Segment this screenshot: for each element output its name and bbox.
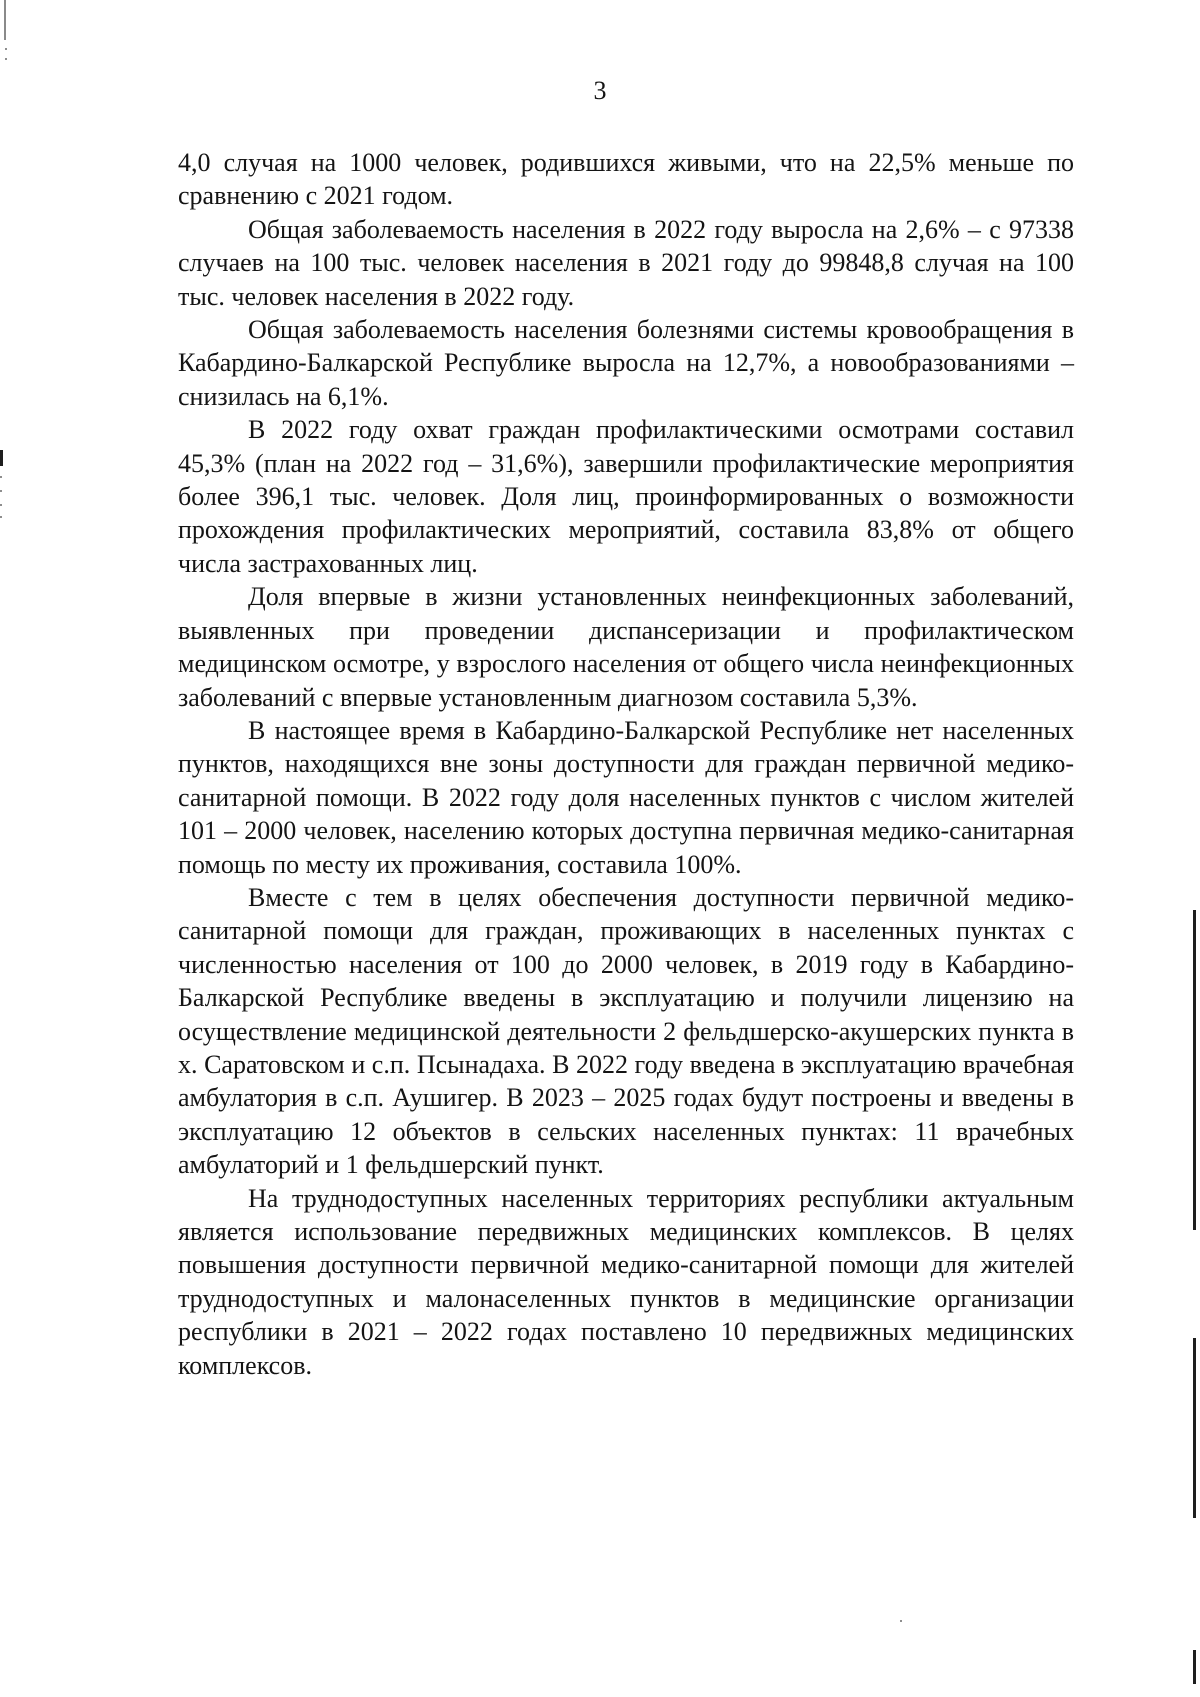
paragraph-6: В настоящее время в Кабардино-Балкарской Республике нет населенных пунктов, находящихся вне зоны доступности для граждан первичной медико-санитарной помощи. В 2022 году доля населенных пунктов с числом жителей 101 – 2000 человек, населению которых доступна первичная медико-санитарная помощь по месту их проживания, составила 100%. — [178, 715, 1074, 879]
paragraph-3: Общая заболеваемость населения болезнями системы кровообращения в Кабардино-Балкарской Республике выросла на 12,7%, а новообразованиями – снизилась на 6,1%. — [178, 315, 1074, 411]
scan-dot-left-3 — [0, 476, 2, 478]
paragraph-4: В 2022 году охват граждан профилактическими осмотрами составил 45,3% (план на 2022 год – 31,6%), завершили профилактические мероприятия более 396,1 тыс. человек. Доля лиц, проинформированных о возможности прохождения профилактических мероприятий, составила 83,8% от общего числа застрахованных лиц. — [178, 415, 1074, 578]
scan-edge-mark-right-2 — [1193, 1338, 1196, 1518]
document-body — [178, 146, 1074, 1382]
paragraph-2: Общая заболеваемость населения в 2022 году выросла на 2,6% – с 97338 случаев на 100 тыс. человек населения в 2021 году до 99848,8 случая на 100 тыс. человек населения в 2022 году. — [178, 214, 1074, 311]
scan-dot-left-6 — [0, 516, 2, 518]
scan-dot-left-5 — [0, 504, 2, 506]
scan-dot-left-4 — [0, 490, 2, 492]
scan-edge-mark-right-3 — [1193, 1650, 1196, 1684]
scan-dot-left-1 — [5, 48, 7, 50]
scan-edge-mark-right-1 — [1193, 910, 1196, 1230]
paragraph-8: На труднодоступных населенных территориях республики актуальным является использование передвижных медицинских комплексов. В целях повышения доступности первичной медико-санитарной помощи для жителей труднодоступных и малонаселенных пунктов в медицинские организации республики в 2021 – 2022 годах поставлено 10 передвижных медицинских комплексов. — [178, 1183, 1074, 1380]
paragraph-7: Вместе с тем в целях обеспечения доступности первичной медико-санитарной помощи для граждан, проживающих в населенных пунктах с численностью населения от 100 до 2000 человек, в 2019 году в Кабардино-Балкарской Республике введены в эксплуатацию и получили лицензию на осуществление медицинской деятельности 2 фельдшерско-акушерских пункта в х. Саратовском и с.п. Псынадаха. В 2022 году введена в эксплуатацию врачебная амбулатория в с.п. Аушигер. В 2023 – 2025 годах будут построены и введены в эксплуатацию 12 объектов в сельских населенных пунктах: 11 врачебных амбулаторий и 1 фельдшерский пункт. — [178, 882, 1074, 1180]
scan-dot-bottom — [900, 1620, 902, 1622]
scan-edge-mark-top-left — [4, 0, 6, 40]
scan-edge-mark-left — [0, 450, 3, 466]
page-number: 3 — [593, 76, 607, 105]
paragraph-5: Доля впервые в жизни установленных неинфекционных заболеваний, выявленных при проведении диспансеризации и профилактическом медицинском осмотре, у взрослого населения от общего числа неинфекционных заболеваний с впервые установленным диагнозом составила 5,3%. — [178, 582, 1074, 712]
paragraph-1: 4,0 случая на 1000 человек, родившихся живыми, что на 22,5% меньше по сравнению с 2021 годом. — [178, 148, 1074, 211]
scan-dot-left-2 — [5, 58, 7, 60]
